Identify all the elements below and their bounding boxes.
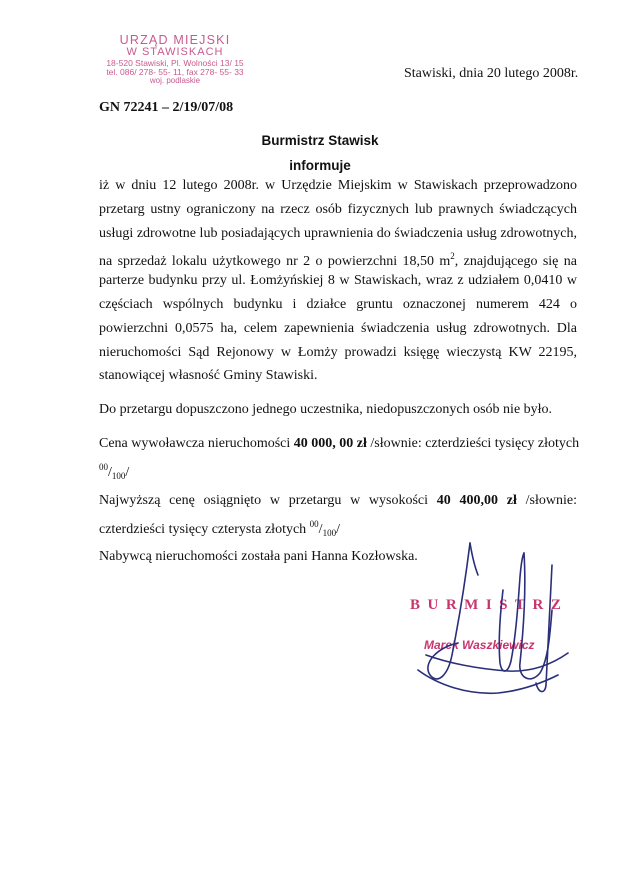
starting-price-amount: 40 000, 00 zł: [293, 436, 367, 451]
stamp-line-phone: tel. 086/ 278- 55- 11, fax 278- 55- 33: [106, 66, 244, 77]
fraction-numerator: 00: [99, 461, 108, 472]
paragraph-starting-price: [99, 432, 580, 481]
stamp-line-city: W STAWISKACH: [126, 46, 224, 59]
stamp-line-office: URZĄD MIEJSKI: [119, 33, 231, 47]
text-fragment: , znajdującego się na: [454, 254, 577, 270]
paragraph-final-price: [99, 489, 577, 537]
text-line: Nabywcą nieruchomości została pani Hanna Kozłowska.: [99, 549, 418, 564]
text-fragment: Najwyższą cenę osiągnięto w przetargu w wysokości: [99, 493, 429, 508]
mayor-stamp-name: Marek Waszkiewicz: [424, 638, 535, 652]
office-stamp: [100, 34, 250, 85]
fraction-numerator: 00: [309, 518, 319, 529]
text-fragment: /: [125, 464, 130, 480]
text-fragment: /słownie: czterdzieści tysięcy złotych: [370, 436, 580, 451]
text-fragment: /: [336, 521, 340, 537]
handwritten-signature: [408, 535, 578, 705]
document-heading: Burmistrz Stawisk: [261, 133, 379, 148]
text-line: [99, 489, 577, 513]
superscript: 2: [450, 251, 455, 262]
text-line-area: [99, 245, 577, 269]
text-line: stanowiącej własność Gminy Stawiski.: [99, 368, 318, 384]
text-line: $^{00}/_{100}/$: [99, 461, 130, 481]
fraction-denominator: 100: [322, 527, 337, 538]
text-line: przetarg ustny ograniczony na rzecz osób fizycznych lub prawnych świadczących: [99, 201, 577, 217]
text-line: iż w dniu 12 lutego 2008r. w Urzędzie Miejskim w Stawiskach przeprowadzono: [99, 178, 577, 193]
text-fragment: na sprzedaż lokalu użytkowego nr 2 o powierzchni 18,50 m: [99, 254, 451, 270]
fraction-denominator: 100: [111, 470, 126, 481]
text-line: czterdzieści tysięcy czterysta złotych $^{00}/_{100}/$: [99, 518, 340, 538]
text-fragment: czterdzieści tysięcy czterysta złotych: [99, 521, 307, 537]
reference-number: GN 72241 – 2/19/07/08: [99, 100, 234, 115]
text-line: usługi zdrowotne lub posiadających uprawnienia do świadczenia usług zdrowotnych,: [99, 225, 577, 241]
document-subheading: informuje: [289, 158, 351, 173]
text-fragment: /słownie:: [525, 493, 577, 508]
text-line: [99, 432, 580, 456]
text-fragment: Cena wywoławcza nieruchomości: [99, 436, 291, 451]
paragraph-participants: [99, 398, 577, 422]
text-line: częściach wspólnych budynku i działce gruntu oznaczonej numerem 424 o: [99, 296, 577, 312]
stamp-line-address: 18-520 Stawiski, Pl. Wolności 13/ 15: [106, 57, 244, 68]
stamp-line-region: woj. podlaskie: [149, 75, 201, 85]
text-line: nieruchomości Sąd Rejonowy w Łomży prowadzi księgę wieczystą KW 22195,: [99, 344, 577, 360]
text-line: Do przetargu dopuszczono jednego uczestnika, niedopuszczonych osób nie było.: [99, 402, 553, 417]
final-price-amount: 40 400,00 zł: [436, 493, 517, 508]
text-line: powierzchni 0,0575 ha, celem zapewnienia świadczenia usług zdrowotnych. Dla: [99, 320, 577, 336]
text-line: parterze budynku przy ul. Łomżyńskiej 8 w Stawiskach, wraz z udziałem 0,0410 w: [99, 273, 577, 289]
paragraph-announcement: [99, 174, 577, 388]
place-date: Stawiski, dnia 20 lutego 2008r.: [404, 66, 579, 81]
mayor-stamp-title: BURMISTRZ: [410, 597, 569, 613]
